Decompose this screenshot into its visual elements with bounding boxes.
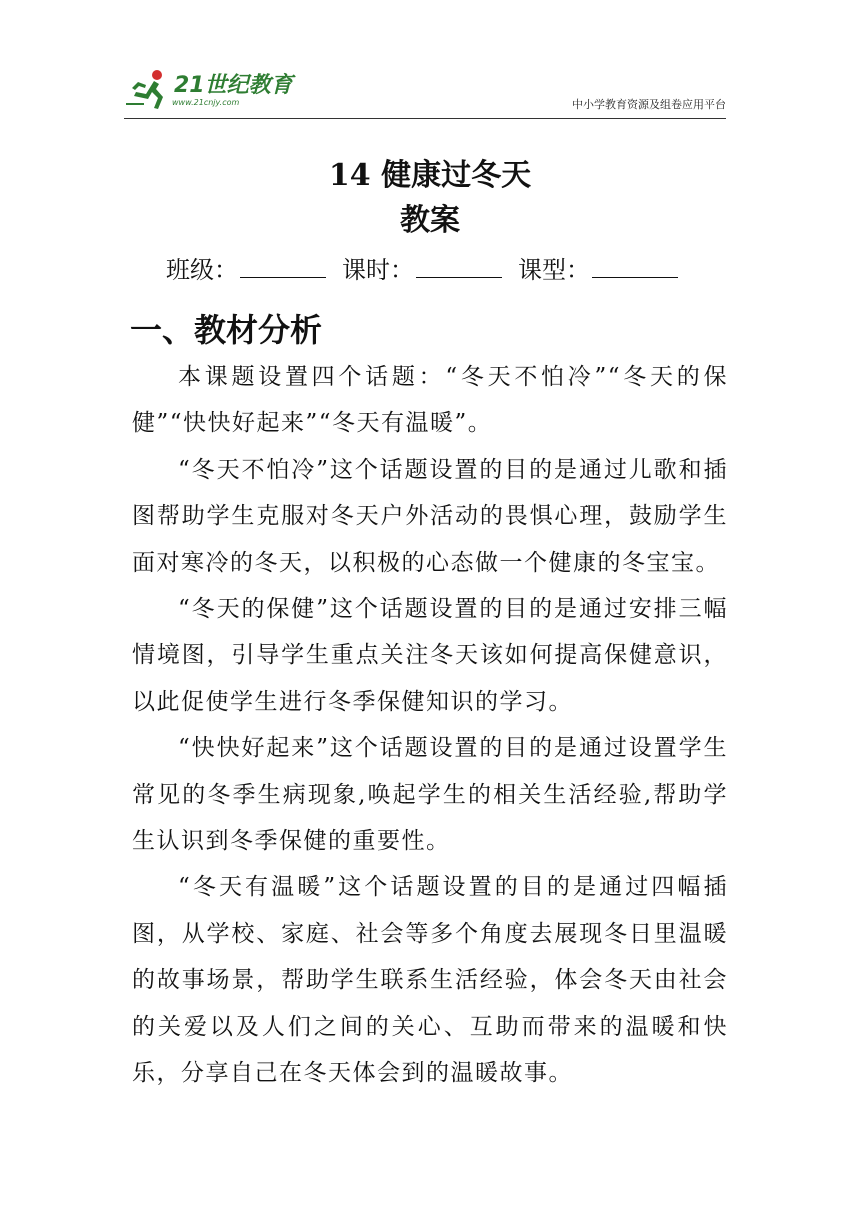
period-label: 课时： [342, 256, 414, 284]
paragraph: “冬天的保健”这个话题设置的目的是通过安排三幅情境图，引导学生重点关注冬天该如何提高保健意识，以此促使学生进行冬季保健知识的学习。 [132, 596, 728, 715]
lesson-subtitle: 教案 [400, 203, 460, 238]
logo-url: www.21cnjy.com [172, 98, 240, 107]
class-blank [240, 253, 326, 278]
class-field [166, 253, 342, 287]
type-blank [592, 253, 678, 278]
paragraph: “冬天有温暖”这个话题设置的目的是通过四幅插图，从学校、家庭、社会等多个角度去展现冬日里温暖的故事场景，帮助学生联系生活经验，体会冬天由社会的关爱以及人们之间的关心、互助而带来的温暖和快乐，分享自己在冬天体会到的温暖故事。 [132, 874, 728, 1087]
logo-text: 21世纪教育 [174, 73, 293, 98]
section-body [132, 354, 728, 1097]
type-label: 课型： [518, 256, 590, 284]
paragraph: “快快好起来”这个话题设置的目的是通过设置学生常见的冬季生病现象,唤起学生的相关生活经验,帮助学生认识到冬季保健的重要性。 [132, 735, 728, 855]
period-blank [416, 253, 502, 278]
paragraph: “冬天不怕冷”这个话题设置的目的是通过儿歌和插图帮助学生克服对冬天户外活动的畏惧心理，鼓励学生面对寒冷的冬天，以积极的心态做一个健康的冬宝宝。 [132, 456, 728, 576]
page-header [124, 64, 726, 119]
class-label: 班级： [166, 256, 238, 284]
site-logo [124, 66, 294, 114]
lesson-meta [166, 253, 694, 287]
period-field [342, 253, 518, 287]
runner-logo-icon [124, 68, 172, 112]
type-field [518, 253, 694, 287]
paragraph: 本课题设置四个话题：“冬天不怕冷”“冬天的保健”“快快好起来”“冬天有温暖”。 [132, 364, 728, 437]
lesson-title: 14 健康过冬天 [328, 158, 532, 193]
platform-slogan: 中小学教育资源及组卷应用平台 [572, 98, 726, 111]
section-heading: 一、教材分析 [130, 311, 323, 349]
